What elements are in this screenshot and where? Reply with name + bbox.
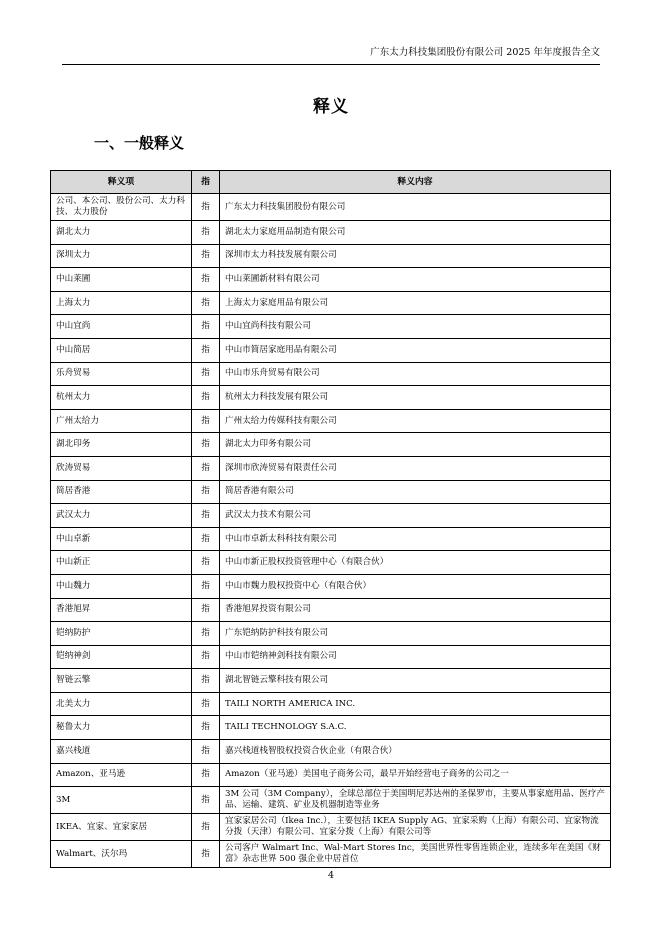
term-cell: 简居香港: [51, 480, 192, 504]
definition-cell: 中山市简居家庭用品有限公司: [220, 338, 611, 362]
term-cell: 湖北太力: [51, 221, 192, 245]
zhi-cell: 指: [192, 574, 220, 598]
definition-cell: TAILI NORTH AMERICA INC.: [220, 692, 611, 716]
table-row: [51, 456, 611, 480]
term-cell: 湖北印务: [51, 433, 192, 457]
table-row: [51, 716, 611, 740]
table-row: [51, 315, 611, 339]
definition-cell: 嘉兴栈道栈智股权投资合伙企业（有限合伙）: [220, 740, 611, 764]
term-cell: 北美太力: [51, 692, 192, 716]
term-cell: 铠纳防护: [51, 622, 192, 646]
zhi-cell: 指: [192, 692, 220, 716]
term-cell: 中山莱圃: [51, 268, 192, 292]
table-row: [51, 527, 611, 551]
table-header-row: [51, 171, 611, 194]
table-row: [51, 386, 611, 410]
definition-cell: 深圳市欣涛贸易有限责任公司: [220, 456, 611, 480]
table-row: [51, 692, 611, 716]
page-number: 4: [327, 870, 335, 881]
definition-cell: 杭州太力科技发展有限公司: [220, 386, 611, 410]
zhi-cell: 指: [192, 244, 220, 268]
table-row: [51, 433, 611, 457]
definitions-table: [50, 170, 611, 868]
zhi-cell: 指: [192, 362, 220, 386]
definition-cell: 广东太力科技集团股份有限公司: [220, 194, 611, 221]
table-row: [51, 763, 611, 787]
zhi-cell: 指: [192, 787, 220, 814]
zhi-cell: 指: [192, 669, 220, 693]
term-cell: 欣涛贸易: [51, 456, 192, 480]
zhi-cell: 指: [192, 551, 220, 575]
zhi-cell: 指: [192, 194, 220, 221]
zhi-cell: 指: [192, 740, 220, 764]
table-row: [51, 645, 611, 669]
term-cell: 深圳太力: [51, 244, 192, 268]
definition-cell: 公司客户 Walmart Inc、Wal-Mart Stores Inc，美国世界性零售连锁企业，连续多年在美国《财富》杂志世界 500 强企业中居首位: [220, 841, 611, 868]
definition-cell: 中山市乐舟贸易有限公司: [220, 362, 611, 386]
definition-cell: 广州太给力传媒科技有限公司: [220, 409, 611, 433]
zhi-cell: 指: [192, 268, 220, 292]
zhi-cell: 指: [192, 338, 220, 362]
definition-cell: TAILI TECHNOLOGY S.A.C.: [220, 716, 611, 740]
definition-cell: 中山市铠纳神剑科技有限公司: [220, 645, 611, 669]
table-row: [51, 787, 611, 814]
definition-cell: 中山市新正股权投资管理中心（有限合伙）: [220, 551, 611, 575]
zhi-cell: 指: [192, 221, 220, 245]
table-row: [51, 338, 611, 362]
zhi-cell: 指: [192, 386, 220, 410]
table-row: [51, 268, 611, 292]
header-text: 广东太力科技集团股份有限公司 2025 年年度报告全文: [370, 47, 600, 58]
term-cell: 中山新正: [51, 551, 192, 575]
definition-cell: 中山宜尚科技有限公司: [220, 315, 611, 339]
table-row: [51, 409, 611, 433]
zhi-cell: 指: [192, 763, 220, 787]
term-cell: 铠纳神剑: [51, 645, 192, 669]
term-cell: 中山宜尚: [51, 315, 192, 339]
table-row: [51, 362, 611, 386]
zhi-cell: 指: [192, 645, 220, 669]
term-cell: 3M: [51, 787, 192, 814]
definition-cell: 广东铠纳防护科技有限公司: [220, 622, 611, 646]
zhi-cell: 指: [192, 622, 220, 646]
term-cell: 上海太力: [51, 291, 192, 315]
header-term: 释义项: [51, 171, 192, 194]
term-cell: 智链云擎: [51, 669, 192, 693]
term-cell: 中山简居: [51, 338, 192, 362]
table-row: [51, 622, 611, 646]
zhi-cell: 指: [192, 456, 220, 480]
table-row: [51, 814, 611, 841]
term-cell: 中山卓新: [51, 527, 192, 551]
zhi-cell: 指: [192, 480, 220, 504]
definition-cell: 武汉太力技术有限公司: [220, 504, 611, 528]
table-row: [51, 480, 611, 504]
definition-cell: 上海太力家庭用品有限公司: [220, 291, 611, 315]
header-zhi: 指: [192, 171, 220, 194]
zhi-cell: 指: [192, 504, 220, 528]
term-cell: 广州太给力: [51, 409, 192, 433]
document-title: 释义: [313, 97, 349, 117]
definition-cell: 中山市卓新太科科技有限公司: [220, 527, 611, 551]
zhi-cell: 指: [192, 409, 220, 433]
definition-cell: 湖北太力家庭用品制造有限公司: [220, 221, 611, 245]
term-cell: 乐舟贸易: [51, 362, 192, 386]
zhi-cell: 指: [192, 716, 220, 740]
table-row: [51, 194, 611, 221]
page-header: [62, 46, 600, 65]
table-row: [51, 244, 611, 268]
table-row: [51, 740, 611, 764]
term-cell: Walmart、沃尔玛: [51, 841, 192, 868]
definition-cell: 香港旭昇投资有限公司: [220, 598, 611, 622]
definition-cell: 中山市魏力股权投资中心（有限合伙）: [220, 574, 611, 598]
table-row: [51, 574, 611, 598]
definition-cell: 深圳市太力科技发展有限公司: [220, 244, 611, 268]
definition-cell: 简居香港有限公司: [220, 480, 611, 504]
zhi-cell: 指: [192, 527, 220, 551]
table-row: [51, 504, 611, 528]
term-cell: 嘉兴栈道: [51, 740, 192, 764]
definition-cell: Amazon（亚马逊）美国电子商务公司，最早开始经营电子商务的公司之一: [220, 763, 611, 787]
zhi-cell: 指: [192, 433, 220, 457]
table-row: [51, 669, 611, 693]
zhi-cell: 指: [192, 814, 220, 841]
table-row: [51, 841, 611, 868]
definition-cell: 3M 公司（3M Company），全球总部位于美国明尼苏达州的圣保罗市，主要从事家庭用品、医疗产品、运输、建筑、矿业及机器制造等业务: [220, 787, 611, 814]
zhi-cell: 指: [192, 291, 220, 315]
term-cell: 杭州太力: [51, 386, 192, 410]
definition-cell: 宜家家居公司（Ikea Inc.），主要包括 IKEA Supply AG、宜家采购（上海）有限公司、宜家物流分拨（天津）有限公司、宜家分拨（上海）有限公司等: [220, 814, 611, 841]
header-definition: 释义内容: [220, 171, 611, 194]
table-row: [51, 551, 611, 575]
term-cell: 香港旭昇: [51, 598, 192, 622]
term-cell: 中山魏力: [51, 574, 192, 598]
zhi-cell: 指: [192, 598, 220, 622]
table-row: [51, 221, 611, 245]
table-row: [51, 291, 611, 315]
term-cell: 秘鲁太力: [51, 716, 192, 740]
definition-cell: 中山莱圃新材料有限公司: [220, 268, 611, 292]
definition-cell: 湖北太力印务有限公司: [220, 433, 611, 457]
term-cell: IKEA、宜家、宜家家居: [51, 814, 192, 841]
table-row: [51, 598, 611, 622]
term-cell: 公司、本公司、股份公司、太力科技、太力股份: [51, 194, 192, 221]
zhi-cell: 指: [192, 841, 220, 868]
term-cell: Amazon、亚马逊: [51, 763, 192, 787]
section-heading: 一、一般释义: [94, 134, 185, 152]
definition-cell: 湖北智链云擎科技有限公司: [220, 669, 611, 693]
zhi-cell: 指: [192, 315, 220, 339]
term-cell: 武汉太力: [51, 504, 192, 528]
